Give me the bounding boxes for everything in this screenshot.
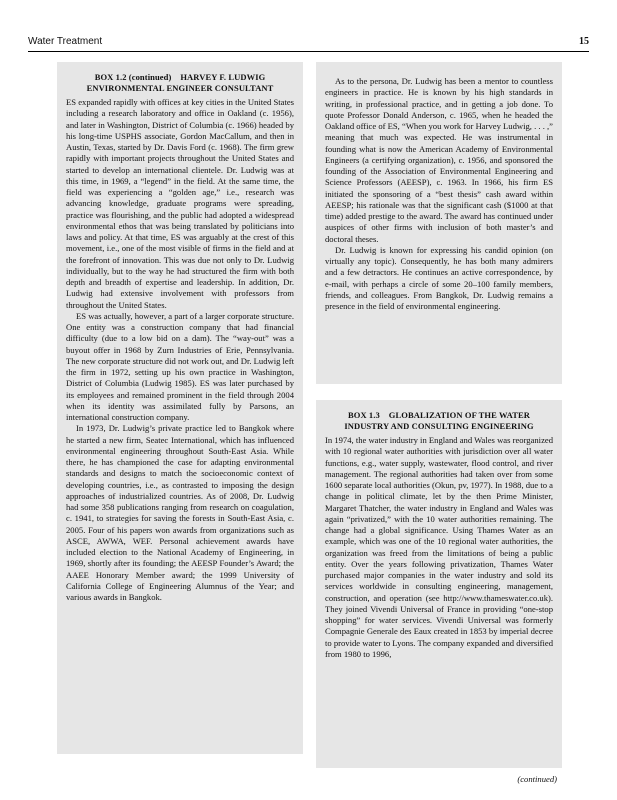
box-1-2-continued-panel	[316, 62, 562, 384]
box-1-2-paragraph: In 1973, Dr. Ludwig’s private practice led to Bangkok where he started a new firm, Seatec International, which has influenced environmental engineering throughout South-East Asia. While there, he has championed the case for adapting environmental standards and designs to match the socioeconomic context of developing countries, i.e., as contrasted to imposing the design approaches of industrialized countries. As of 2008, Dr. Ludwig had some 358 publications ranging from research on coagulation, c. 1941, to strategies for saving the forests in South-East Asia, c. 2005. Four of his papers won awards from organizations such as ASCE, AWWA, WEF. Personal achievement awards have included election to the National Academy of Engineering, in 1969, shortly after its founding; the AEESP Founder’s Award; the AAEE Honorary Member award; the 1999 University of California College of Engineering Alumnus of the Year; and various awards in Bangkok.	[66, 423, 294, 602]
running-header	[28, 36, 589, 52]
running-title: Water Treatment	[28, 36, 103, 47]
header-rule	[28, 51, 589, 52]
box-1-3-paragraph: In 1974, the water industry in England and Wales was reorganized with 10 regional water authorities with jurisdiction over all water functions, e.g., water supply, wastewater, flood control, and river management. The regional authorities had taken over from some 1600 separate local authorities (Okun, pv, 1977). In 1988, due to a change in political climate, let by the then Prime Minister, Margaret Thatcher, the water industry in England and Wales was again “privatized,” with the 10 water authorities remaining. The change had a global significance. Using Thames Water as an example, which was one of the 10 regional water authorities, the organization was freed from the limitations of being a public entity. Over the years following privatization, Thames Water purchased major companies in the water industry and sold its services worldwide in consulting engineering, management, construction, and operation (see http://www.thameswater.co.uk). They joined Vivendi Universal of France in providing “one-stop shopping” for water services. Vivendi Universal was formerly Compagnie Generale des Eaux created in 1853 by imperial decree to provide water to Lyons. The company expanded and diversified from 1980 to 1996,	[325, 435, 553, 659]
box-1-3-title	[325, 410, 553, 432]
box-1-2-title	[66, 72, 294, 94]
continued-label: (continued)	[517, 774, 557, 784]
box-1-2-panel	[57, 62, 303, 754]
box-1-3-title-line1: BOX 1.3 GLOBALIZATION OF THE WATER	[347, 410, 530, 420]
box-1-2-paragraph: ES expanded rapidly with offices at key cities in the United States including a research laboratory and office in Oakland (c. 1956), and later in Washington, District of Columbia (c. 1966) headed by his long-time USPHS associate, Gordon MacCallum, and then in Austin, Texas, started by Dr. Davis Ford (c. 1968). The firm grew rapidly with important projects throughout the United States and started to develop an international clientele. Dr. Ludwig was at this time, in 1969, a “legend” in the field. At the same time, the field was experiencing a “golden age,” i.e., research was advancing knowledge, graduate programs were spreading, practice was flourishing, and the public had adopted a widespread environmental ethos that was being translated by politicians into laws and policy. At that time, ES was arguably at the crest of this movement, i.e., one of the most visible of firms in the field and at the forefront of innovation. This was due not only to Dr. Ludwig individually, but to the way he had structured the firm with both depth and breadth of expertise and leadership. In addition, Dr. Ludwig had extensive involvement with professors from throughout the United States.	[66, 97, 294, 310]
box-1-2-cont-paragraph: Dr. Ludwig is known for expressing his candid opinion (on virtually any topic). Consequently, he has both many admirers and a few detractors. He continues an active correspondence, by e-mail, with perhaps a circle of some 20–100 family members, friends, and colleagues. From Bangkok, Dr. Ludwig remains a presence in the field of environmental engineering.	[325, 244, 553, 311]
page-number: 15	[579, 36, 589, 47]
box-1-2-paragraph: ES was actually, however, a part of a larger corporate structure. One entity was a construction company that had financial difficulty (due to a low bid on a dam). The “way-out” was a buyout offer in 1968 by Zurn Industries of Erie, Pennsylvania. The new corporate structure did not work out, and Dr. Ludwig left the firm in 1972, setting up his own practice in Washington, District of Columbia (Ludwig 1985). ES was later purchased by its employees and remained prominent in the field through 2004 when its identity was assimilated fully by Parsons, an international construction company.	[66, 310, 294, 422]
box-1-3-panel	[316, 400, 562, 768]
box-1-2-title-line2: ENVIRONMENTAL ENGINEER CONSULTANT	[86, 83, 274, 93]
box-1-3-title-line2: INDUSTRY AND CONSULTING ENGINEERING	[344, 421, 534, 431]
continued-note	[517, 774, 557, 784]
box-1-2-cont-paragraph: As to the persona, Dr. Ludwig has been a mentor to countless engineers in practice. He is known by his high standards in writing, in professional practice, and in getting a job done. To quote Professor Donald Anderson, c. 1965, when he headed the Oakland office of ES, “When you work for Harvey Ludwig, . . . ,” meaning that much was expected. He was instrumental in founding what is now the American Academy of Environmental Engineers (a certifying organization), c. 1956, and sponsored the founding of the Association of Environmental Engineering and Science Professors (AEESP), c. 1963. In 1966, his firm ES initiated the sponsoring of a “best thesis” cash award within AEESP; his rationale was that the significant cash ($1000 at that time) added prestige to the award. The award has continued under auspices of other firms with inclusion of both master’s and doctoral theses.	[325, 76, 553, 244]
box-1-2-title-line1: BOX 1.2 (continued) HARVEY F. LUDWIG	[94, 72, 266, 82]
